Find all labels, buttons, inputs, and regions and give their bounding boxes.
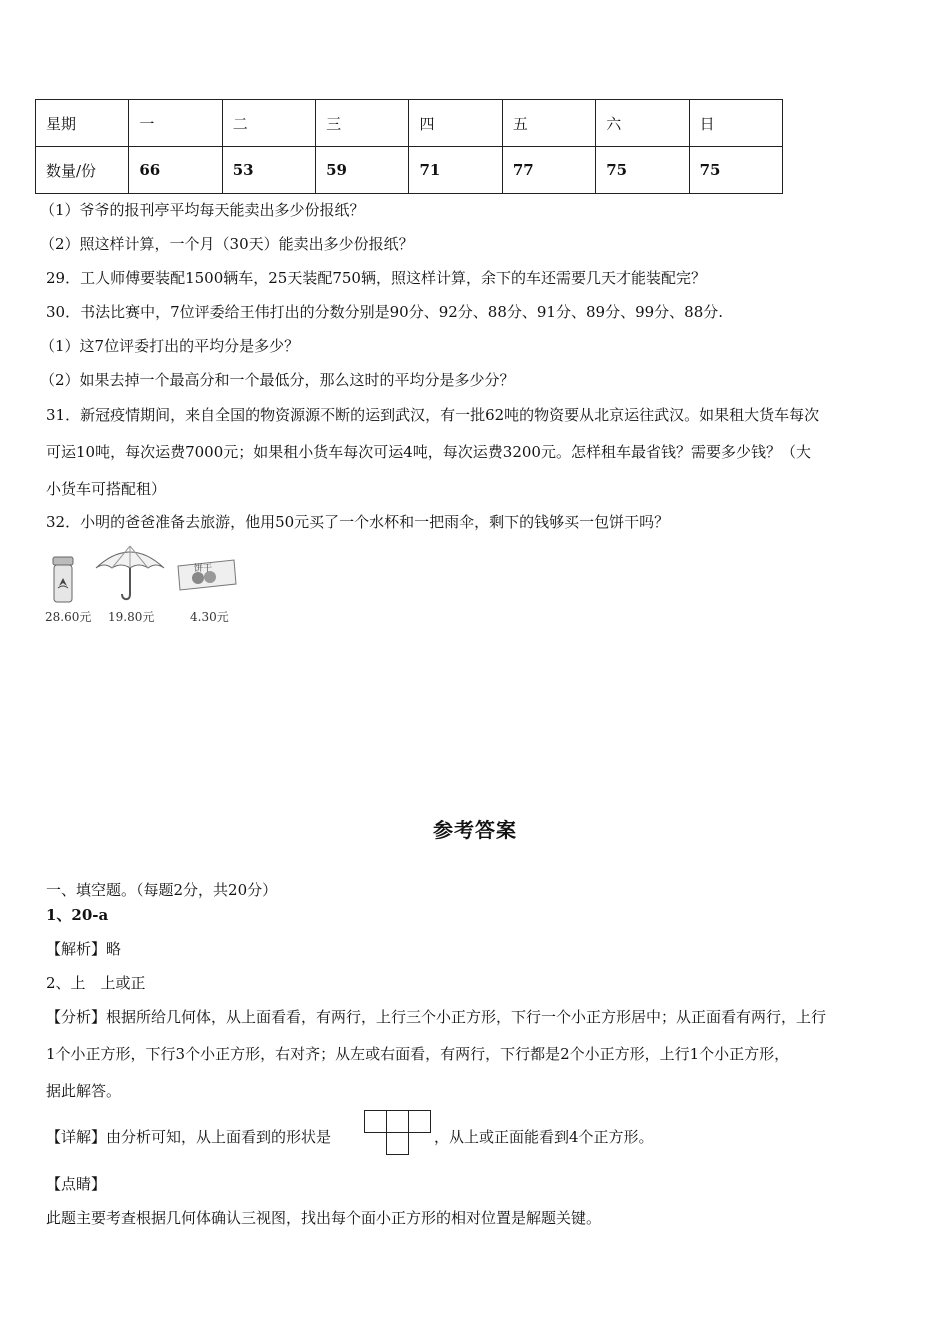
table-cell: 六	[596, 100, 689, 147]
table-cell: 75	[596, 147, 689, 194]
table-cell: 一	[129, 100, 222, 147]
question-29: 29．工人师傅要装配1500辆车，25天装配750辆，照这样计算，余下的车还需要几天才能装配完？	[46, 269, 706, 287]
table-cell: 77	[502, 147, 595, 194]
table-cell: 71	[409, 147, 502, 194]
table-cell: 66	[129, 147, 222, 194]
table-cell: 五	[502, 100, 595, 147]
table-cell: 四	[409, 100, 502, 147]
shape-square	[408, 1110, 431, 1133]
umbrella-price: 19.80元	[108, 610, 155, 624]
answer-2-detail-b: ，从上或正面能看到4个正方形。	[434, 1128, 654, 1146]
table-cell: 数量/份	[36, 147, 129, 194]
table-header-row	[36, 100, 783, 147]
section-heading: 一、填空题。（每题2分，共20分）	[46, 881, 278, 899]
answer-2-key-point-text: 此题主要考查根据几何体确认三视图，找出每个面小正方形的相对位置是解题关键。	[46, 1209, 602, 1227]
newspaper-sales-table	[35, 99, 783, 194]
biscuit-price: 4.30元	[190, 610, 229, 624]
answer-2-analysis-line-3: 据此解答。	[46, 1082, 122, 1100]
question-30-2: （2）如果去掉一个最高分和一个最低分，那么这时的平均分是多少分？	[40, 371, 515, 389]
question-28-1: （1）爷爷的报刊亭平均每天能卖出多少份报纸？	[40, 201, 365, 219]
question-28-2: （2）照这样计算，一个月（30天）能卖出多少份报纸？	[40, 235, 414, 253]
question-30: 30．书法比赛中，7位评委给王伟打出的分数分别是90分、92分、88分、91分、89分、99分、88分.	[46, 303, 724, 321]
table-cell: 59	[316, 147, 409, 194]
question-31-line-3: 小货车可搭配租）	[46, 480, 167, 498]
question-31-line-1: 31．新冠疫情期间，来自全国的物资源源不断的运到武汉，有一批62吨的物资要从北京运往武汉。如果租大货车每次	[46, 406, 820, 424]
question-32: 32．小明的爸爸准备去旅游，他用50元买了一个水杯和一把雨伞，剩下的钱够买一包饼干吗？	[46, 513, 670, 531]
cup-price: 28.60元	[45, 610, 92, 624]
answer-2-analysis-line-2: 1个小正方形，下行3个小正方形，右对齐；从左或右面看，有两行，下行都是2个小正方形，上行1个小正方形，	[46, 1045, 790, 1063]
table-cell: 日	[689, 100, 782, 147]
shape-square	[386, 1132, 409, 1155]
answer-2: 2、上 上或正	[46, 974, 146, 992]
table-cell: 三	[316, 100, 409, 147]
table-cell: 75	[689, 147, 782, 194]
umbrella-icon	[94, 542, 166, 604]
shape-square	[364, 1110, 387, 1133]
answer-2-detail-a: 【详解】由分析可知，从上面看到的形状是	[46, 1128, 332, 1146]
table-cell: 53	[222, 147, 315, 194]
shape-square	[386, 1110, 409, 1133]
answer-1: 1、20-a	[46, 906, 109, 924]
cup-icon	[50, 556, 76, 604]
top-view-shape	[364, 1110, 432, 1156]
table-cell: 二	[222, 100, 315, 147]
biscuit-package	[176, 558, 238, 592]
question-30-1: （1）这7位评委打出的平均分是多少？	[40, 337, 300, 355]
biscuit-label: 饼干	[194, 564, 213, 574]
answer-1-analysis: 【解析】略	[46, 940, 122, 958]
answer-2-analysis-line-1: 【分析】根据所给几何体，从上面看看，有两行，上行三个小正方形，下行一个小正方形居中；从正面看有两行，上行	[46, 1008, 827, 1026]
table-cell: 星期	[36, 100, 129, 147]
answers-title: 参考答案	[433, 818, 517, 842]
question-31-line-2: 可运10吨，每次运费7000元；如果租小货车每次可运4吨，每次运费3200元。怎样租车最省钱？需要多少钱？（大	[46, 443, 811, 461]
table-row	[36, 147, 783, 194]
answer-2-key-point: 【点睛】	[46, 1175, 107, 1193]
